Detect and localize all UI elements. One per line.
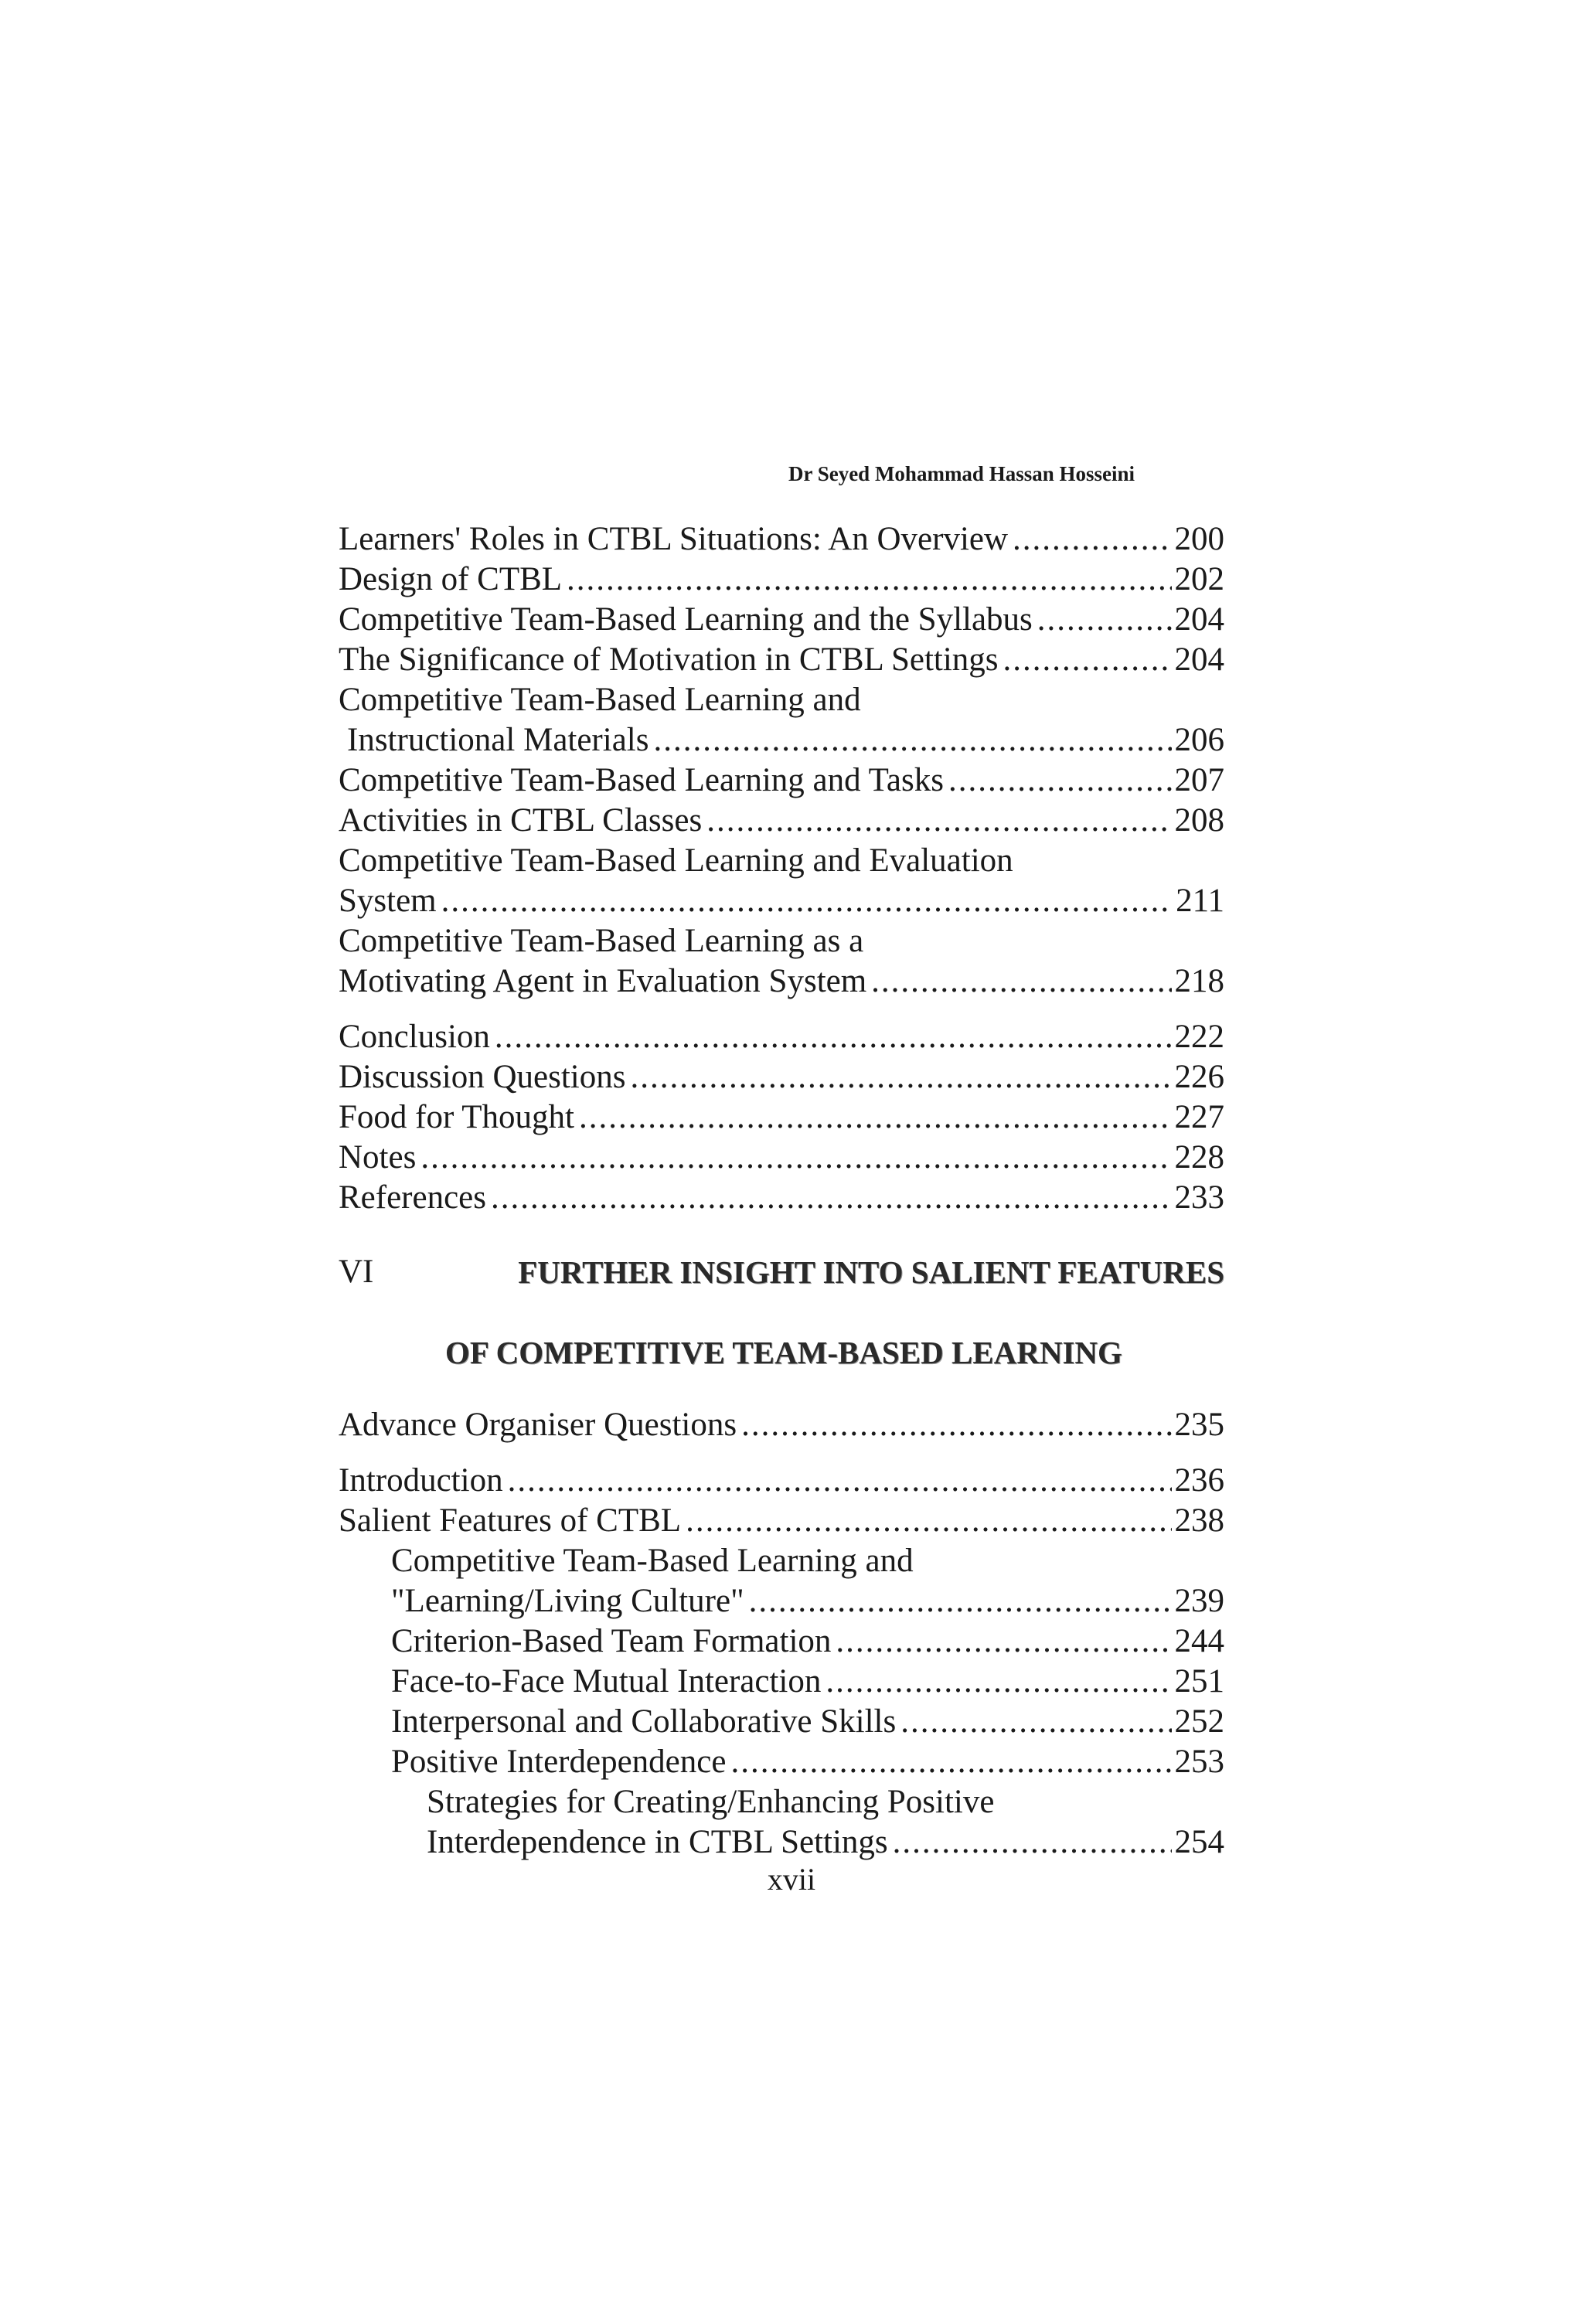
chapter-heading[interactable] [339, 1252, 1224, 1370]
toc-entry-page: 236 [1174, 1462, 1224, 1499]
toc-entry-title: Conclusion [339, 1019, 490, 1055]
leader-dots [1003, 640, 1172, 680]
leader-dots [900, 1702, 1171, 1742]
leader-dots [653, 720, 1171, 760]
toc-entry-page: 206 [1174, 722, 1224, 758]
leader-dots [491, 1178, 1172, 1218]
toc-entry-title: Notes [339, 1139, 417, 1176]
toc-entry-title: References [339, 1179, 486, 1216]
toc-entry[interactable] [339, 1405, 1224, 1445]
chapter-title-line-1: FURTHER INSIGHT INTO SALIENT FEATURES [518, 1254, 1224, 1290]
page-number: xvii [767, 1862, 816, 1897]
toc-entry-title: Advance Organiser Questions [339, 1407, 737, 1443]
leader-dots [1037, 600, 1172, 640]
toc-entry-page: 204 [1174, 601, 1224, 638]
toc-entry-line[interactable] [339, 680, 1224, 720]
toc-entry-page: 204 [1174, 641, 1224, 678]
toc-entry[interactable] [339, 801, 1224, 841]
leader-dots [420, 1138, 1171, 1178]
toc-entry-title: Positive Interdependence [391, 1744, 727, 1780]
leader-dots [836, 1621, 1171, 1662]
toc-entry-page: 227 [1174, 1099, 1224, 1135]
toc-subentry[interactable] [339, 1581, 1224, 1621]
chapter-title-line-2: OF COMPETITIVE TEAM-BASED LEARNING [445, 1335, 1122, 1370]
toc-subentry[interactable] [339, 1742, 1224, 1782]
toc-entry-page: 211 [1176, 883, 1224, 919]
toc-entry-page: 208 [1174, 802, 1224, 839]
toc-entry-page: 222 [1174, 1019, 1224, 1055]
chapter-number: VI [339, 1254, 374, 1290]
leader-dots [871, 961, 1171, 1002]
toc-entry-page: 239 [1174, 1583, 1224, 1619]
leader-dots [441, 881, 1173, 921]
toc-entry[interactable] [339, 760, 1224, 801]
leader-dots [1013, 519, 1171, 560]
toc-entry[interactable] [339, 720, 1224, 760]
running-head: Dr Seyed Mohammad Hassan Hosseini [788, 462, 1135, 485]
toc-subentry[interactable] [339, 1702, 1224, 1742]
toc-entry[interactable] [339, 640, 1224, 680]
toc-entry-title: Competitive Team-Based Learning and Evaluation [339, 842, 1013, 879]
toc-entry-title: The Significance of Motivation in CTBL Settings [339, 641, 999, 678]
toc-entry-page: 253 [1174, 1744, 1224, 1780]
leader-dots [893, 1822, 1172, 1863]
toc-entry-page: 252 [1174, 1703, 1224, 1740]
toc-entry-page: 200 [1174, 521, 1224, 557]
toc-entry-page: 226 [1174, 1059, 1224, 1095]
leader-dots [749, 1581, 1172, 1621]
leader-dots [741, 1405, 1171, 1445]
toc-entry[interactable] [339, 1501, 1224, 1541]
leader-dots [730, 1742, 1171, 1782]
toc-entry[interactable] [339, 519, 1224, 560]
toc-entry[interactable] [339, 1097, 1224, 1138]
toc-entry-title: Competitive Team-Based Learning and [339, 682, 861, 718]
toc-subsubentry[interactable] [339, 1822, 1224, 1863]
toc-entry-title: Activities in CTBL Classes [339, 802, 703, 839]
leader-dots [948, 760, 1172, 801]
toc-entry-page: 244 [1174, 1623, 1224, 1659]
leader-dots [686, 1501, 1171, 1541]
toc-entry-title: Instructional Materials [347, 722, 649, 758]
toc-entry[interactable] [339, 1461, 1224, 1501]
toc-entry-title: Motivating Agent in Evaluation System [339, 963, 867, 999]
toc-subentry-line[interactable] [339, 1541, 1224, 1581]
toc-subsubentry-line[interactable] [339, 1782, 1224, 1822]
toc-entry[interactable] [339, 560, 1224, 600]
toc-entry[interactable] [339, 961, 1224, 1002]
leader-dots [706, 801, 1171, 841]
toc-entry[interactable] [339, 600, 1224, 640]
toc-subentry[interactable] [339, 1621, 1224, 1662]
toc-entry-title: Face-to-Face Mutual Interaction [391, 1663, 822, 1700]
leader-dots [495, 1017, 1172, 1057]
toc-entry[interactable] [339, 881, 1224, 921]
toc-entry-title: Interdependence in CTBL Settings [427, 1824, 888, 1860]
toc-entry-title: "Learning/Living Culture" [391, 1583, 744, 1619]
table-of-contents [339, 519, 1224, 1863]
toc-entry-title: Strategies for Creating/Enhancing Positive [427, 1784, 995, 1820]
toc-entry[interactable] [339, 1138, 1224, 1178]
toc-entry-title: Learners' Roles in CTBL Situations: An Overview [339, 521, 1009, 557]
toc-entry-page: 238 [1174, 1502, 1224, 1539]
toc-entry-title: Discussion Questions [339, 1059, 626, 1095]
leader-dots [579, 1097, 1172, 1138]
toc-entry-page: 228 [1174, 1139, 1224, 1176]
toc-entry-page: 207 [1174, 762, 1224, 798]
toc-entry-title: Design of CTBL [339, 561, 563, 597]
toc-entry-page: 251 [1174, 1663, 1224, 1700]
toc-entry-title: Competitive Team-Based Learning and Tasks [339, 762, 944, 798]
toc-subentry[interactable] [339, 1662, 1224, 1702]
leader-dots [508, 1461, 1172, 1501]
leader-dots [630, 1057, 1171, 1097]
toc-entry-page: 233 [1174, 1179, 1224, 1216]
leader-dots [567, 560, 1171, 600]
toc-entry-title: Food for Thought [339, 1099, 574, 1135]
toc-entry-title: Competitive Team-Based Learning as a [339, 923, 864, 959]
toc-entry[interactable] [339, 1178, 1224, 1218]
toc-entry-page: 235 [1174, 1407, 1224, 1443]
leader-dots [826, 1662, 1171, 1702]
toc-entry-page: 254 [1174, 1824, 1224, 1860]
toc-entry-line[interactable] [339, 841, 1224, 881]
toc-entry[interactable] [339, 1017, 1224, 1057]
toc-entry-title: Salient Features of CTBL [339, 1502, 682, 1539]
toc-entry-title: Competitive Team-Based Learning and the Syllabus [339, 601, 1033, 638]
toc-entry-title: Competitive Team-Based Learning and [391, 1543, 914, 1579]
toc-entry-line[interactable] [339, 921, 1224, 961]
toc-entry-title: System [339, 883, 437, 919]
toc-entry-page: 202 [1174, 561, 1224, 597]
toc-entry-title: Introduction [339, 1462, 503, 1499]
toc-entry-title: Interpersonal and Collaborative Skills [391, 1703, 897, 1740]
toc-entry-title: Criterion-Based Team Formation [391, 1623, 832, 1659]
toc-entry-page: 218 [1174, 963, 1224, 999]
toc-entry[interactable] [339, 1057, 1224, 1097]
